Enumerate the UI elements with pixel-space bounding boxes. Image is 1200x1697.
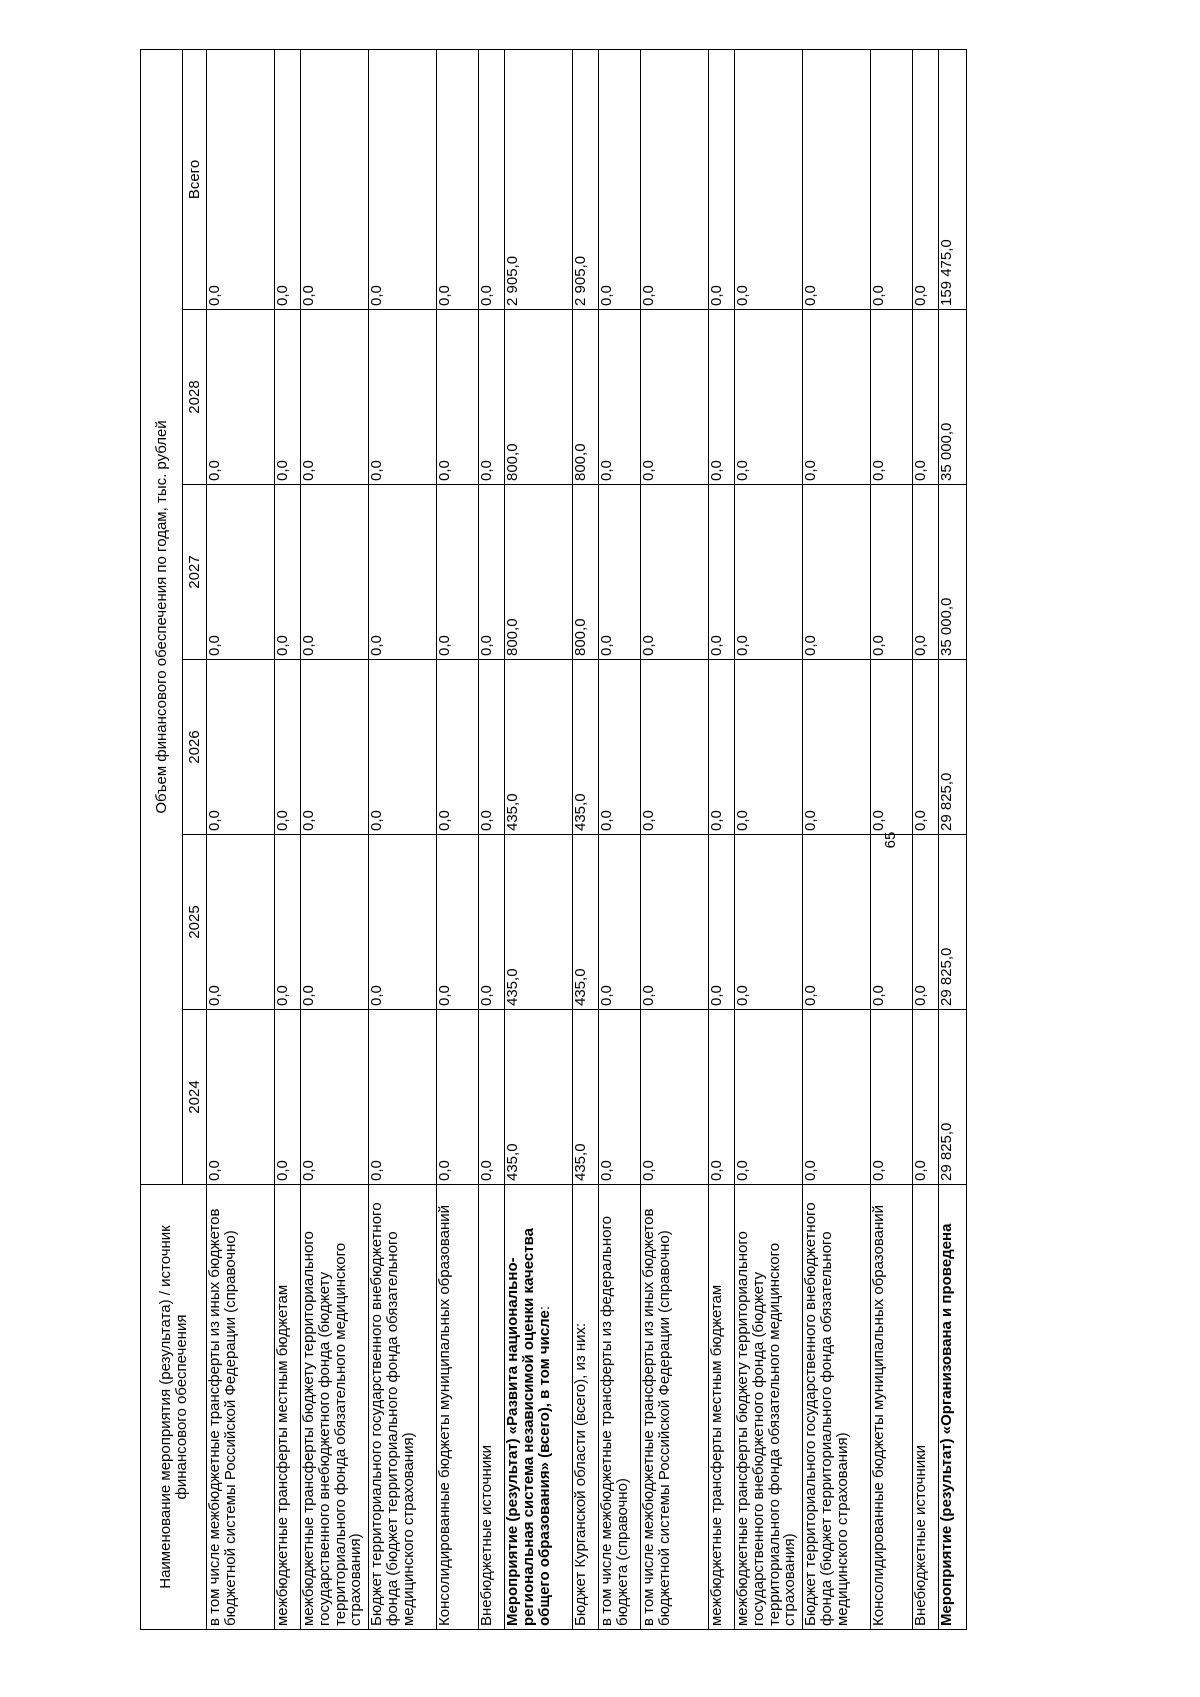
value-cell: 0,0 xyxy=(913,835,939,1010)
value-cell: 0,0 xyxy=(641,485,709,660)
value-cell: 0,0 xyxy=(599,485,641,660)
year-header: 2024 xyxy=(183,1010,207,1185)
value-cell: 435,0 xyxy=(505,660,573,835)
row-name-cell: Внебюджетные источники xyxy=(913,1185,939,1630)
row-name-cell: в том числе межбюджетные трансферты из иных бюджетов бюджетной системы Российской Федерации (справочно) xyxy=(207,1185,275,1630)
value-cell: 0,0 xyxy=(275,1010,301,1185)
year-header: 2026 xyxy=(183,660,207,835)
value-cell: 0,0 xyxy=(275,310,301,485)
total-cell: 0,0 xyxy=(735,49,803,309)
value-cell: 0,0 xyxy=(479,1010,505,1185)
row-name-cell: Внебюджетные источники xyxy=(479,1185,505,1630)
value-cell: 0,0 xyxy=(735,1010,803,1185)
value-cell: 0,0 xyxy=(437,660,479,835)
table-row xyxy=(735,49,803,1629)
total-cell: 0,0 xyxy=(641,49,709,309)
value-cell: 435,0 xyxy=(573,835,599,1010)
value-cell: 29 825,0 xyxy=(939,1010,967,1185)
value-cell: 0,0 xyxy=(709,660,735,835)
total-cell: 0,0 xyxy=(871,49,913,309)
row-name-cell: межбюджетные трансферты бюджету территориального государственного внебюджетного фонда (бюджету территориального фонда обязательного медицинского страхования) xyxy=(301,1185,369,1630)
value-cell: 0,0 xyxy=(735,310,803,485)
volume-header: Объем финансового обеспечения по годам, тыс. рублей xyxy=(141,49,183,1184)
total-cell: 159 475,0 xyxy=(939,49,967,309)
rotated-page xyxy=(140,50,1080,1630)
value-cell: 0,0 xyxy=(479,660,505,835)
total-cell: 0,0 xyxy=(803,49,871,309)
value-cell: 0,0 xyxy=(641,660,709,835)
row-name-cell: Консолидированные бюджеты муниципальных образований xyxy=(437,1185,479,1630)
value-cell: 29 825,0 xyxy=(939,660,967,835)
total-cell: 0,0 xyxy=(437,49,479,309)
value-cell: 0,0 xyxy=(735,485,803,660)
year-header: 2027 xyxy=(183,485,207,660)
table-row xyxy=(939,49,967,1629)
row-name-cell: Бюджет Курганской области (всего), из них: xyxy=(573,1185,599,1630)
value-cell: 0,0 xyxy=(369,310,437,485)
table-row xyxy=(437,49,479,1629)
value-cell: 435,0 xyxy=(573,1010,599,1185)
total-cell: 0,0 xyxy=(913,49,939,309)
total-cell: 0,0 xyxy=(207,49,275,309)
row-name-cell: межбюджетные трансферты местным бюджетам xyxy=(275,1185,301,1630)
total-cell: 2 905,0 xyxy=(505,49,573,309)
table-row xyxy=(479,49,505,1629)
value-cell: 0,0 xyxy=(369,835,437,1010)
value-cell: 0,0 xyxy=(709,485,735,660)
value-cell: 0,0 xyxy=(641,835,709,1010)
value-cell: 0,0 xyxy=(803,485,871,660)
value-cell: 0,0 xyxy=(913,485,939,660)
row-name-cell: Консолидированные бюджеты муниципальных образований xyxy=(871,1185,913,1630)
row-name-cell: Бюджет территориального государственного внебюджетного фонда (бюджет территориального фонда обязательного медицинского страхования) xyxy=(369,1185,437,1630)
value-cell: 0,0 xyxy=(479,310,505,485)
value-cell: 0,0 xyxy=(913,660,939,835)
value-cell: 0,0 xyxy=(641,310,709,485)
table-row xyxy=(599,49,641,1629)
year-header: 2028 xyxy=(183,310,207,485)
value-cell: 0,0 xyxy=(735,660,803,835)
value-cell: 0,0 xyxy=(369,1010,437,1185)
table-row xyxy=(803,49,871,1629)
value-cell: 0,0 xyxy=(301,660,369,835)
value-cell: 435,0 xyxy=(573,660,599,835)
total-cell: 0,0 xyxy=(369,49,437,309)
value-cell: 0,0 xyxy=(871,660,913,835)
total-cell: 0,0 xyxy=(599,49,641,309)
table-row xyxy=(573,49,599,1629)
row-name-cell xyxy=(505,1185,573,1630)
row-name-cell: Бюджет территориального государственного внебюджетного фонда (бюджет территориального фонда обязательного медицинского страхования) xyxy=(803,1185,871,1630)
value-cell: 800,0 xyxy=(573,310,599,485)
value-cell: 0,0 xyxy=(369,485,437,660)
value-cell: 0,0 xyxy=(275,485,301,660)
value-cell: 800,0 xyxy=(505,310,573,485)
value-cell: 0,0 xyxy=(301,1010,369,1185)
value-cell: 0,0 xyxy=(207,835,275,1010)
value-cell: 0,0 xyxy=(871,1010,913,1185)
table-row xyxy=(641,49,709,1629)
row-name-cell: в том числе межбюджетные трансферты из иных бюджетов бюджетной системы Российской Федерации (справочно) xyxy=(641,1185,709,1630)
value-cell: 435,0 xyxy=(505,835,573,1010)
value-cell: 29 825,0 xyxy=(939,835,967,1010)
total-cell: 0,0 xyxy=(709,49,735,309)
value-cell: 0,0 xyxy=(437,835,479,1010)
value-cell: 435,0 xyxy=(505,1010,573,1185)
value-cell: 0,0 xyxy=(709,1010,735,1185)
total-cell: 2 905,0 xyxy=(573,49,599,309)
value-cell: 0,0 xyxy=(437,1010,479,1185)
value-cell: 0,0 xyxy=(301,835,369,1010)
value-cell: 0,0 xyxy=(207,485,275,660)
total-header: Всего xyxy=(183,49,207,309)
table-row xyxy=(709,49,735,1629)
value-cell: 0,0 xyxy=(437,310,479,485)
row-name-cell: межбюджетные трансферты местным бюджетам xyxy=(709,1185,735,1630)
value-cell: 0,0 xyxy=(709,310,735,485)
value-cell: 0,0 xyxy=(599,660,641,835)
value-cell: 0,0 xyxy=(369,660,437,835)
total-cell: 0,0 xyxy=(479,49,505,309)
table-row xyxy=(207,49,275,1629)
value-cell: 0,0 xyxy=(275,660,301,835)
row-name-cell: межбюджетные трансферты бюджету территориального государственного внебюджетного фонда (бюджету территориального фонда обязательного медицинского страхования) xyxy=(735,1185,803,1630)
value-cell: 0,0 xyxy=(207,310,275,485)
value-cell: 0,0 xyxy=(803,1010,871,1185)
value-cell: 0,0 xyxy=(301,485,369,660)
value-cell: 35 000,0 xyxy=(939,310,967,485)
row-name-tail: : xyxy=(535,1305,553,1311)
value-cell: 0,0 xyxy=(207,660,275,835)
year-header: 2025 xyxy=(183,835,207,1010)
table-row xyxy=(369,49,437,1629)
row-name-bold: Мероприятие (результат) «Развита национально-региональная система независимой оценки качества общего образования» (всего), в том числе xyxy=(504,1228,553,1626)
value-cell: 0,0 xyxy=(207,1010,275,1185)
value-cell: 0,0 xyxy=(871,310,913,485)
value-cell: 0,0 xyxy=(803,660,871,835)
value-cell: 0,0 xyxy=(803,310,871,485)
financing-table xyxy=(140,49,967,1630)
value-cell: 0,0 xyxy=(479,485,505,660)
value-cell: 0,0 xyxy=(599,835,641,1010)
row-name-bold: Мероприятие (результат) «Организована и проведена xyxy=(938,1223,955,1626)
table-row xyxy=(913,49,939,1629)
value-cell: 0,0 xyxy=(735,835,803,1010)
value-cell: 0,0 xyxy=(641,1010,709,1185)
table-row xyxy=(275,49,301,1629)
value-cell: 0,0 xyxy=(599,1010,641,1185)
value-cell: 0,0 xyxy=(599,310,641,485)
value-cell: 0,0 xyxy=(803,835,871,1010)
value-cell: 800,0 xyxy=(573,485,599,660)
value-cell: 35 000,0 xyxy=(939,485,967,660)
header-row xyxy=(141,49,183,1629)
value-cell: 0,0 xyxy=(871,835,913,1010)
table-row xyxy=(505,49,573,1629)
value-cell: 0,0 xyxy=(871,485,913,660)
value-cell: 0,0 xyxy=(437,485,479,660)
value-cell: 0,0 xyxy=(709,835,735,1010)
value-cell: 0,0 xyxy=(913,1010,939,1185)
value-cell: 800,0 xyxy=(505,485,573,660)
row-name-cell: в том числе межбюджетные трансферты из федерального бюджета (справочно) xyxy=(599,1185,641,1630)
table-row xyxy=(301,49,369,1629)
total-cell: 0,0 xyxy=(275,49,301,309)
value-cell: 0,0 xyxy=(479,835,505,1010)
value-cell: 0,0 xyxy=(301,310,369,485)
page-number: 65 xyxy=(882,831,899,849)
value-cell: 0,0 xyxy=(913,310,939,485)
total-cell: 0,0 xyxy=(301,49,369,309)
row-name-cell xyxy=(939,1185,967,1630)
name-column-header: Наименование мероприятия (результата) / источник финансового обеспечения xyxy=(141,1185,207,1630)
value-cell: 0,0 xyxy=(275,835,301,1010)
